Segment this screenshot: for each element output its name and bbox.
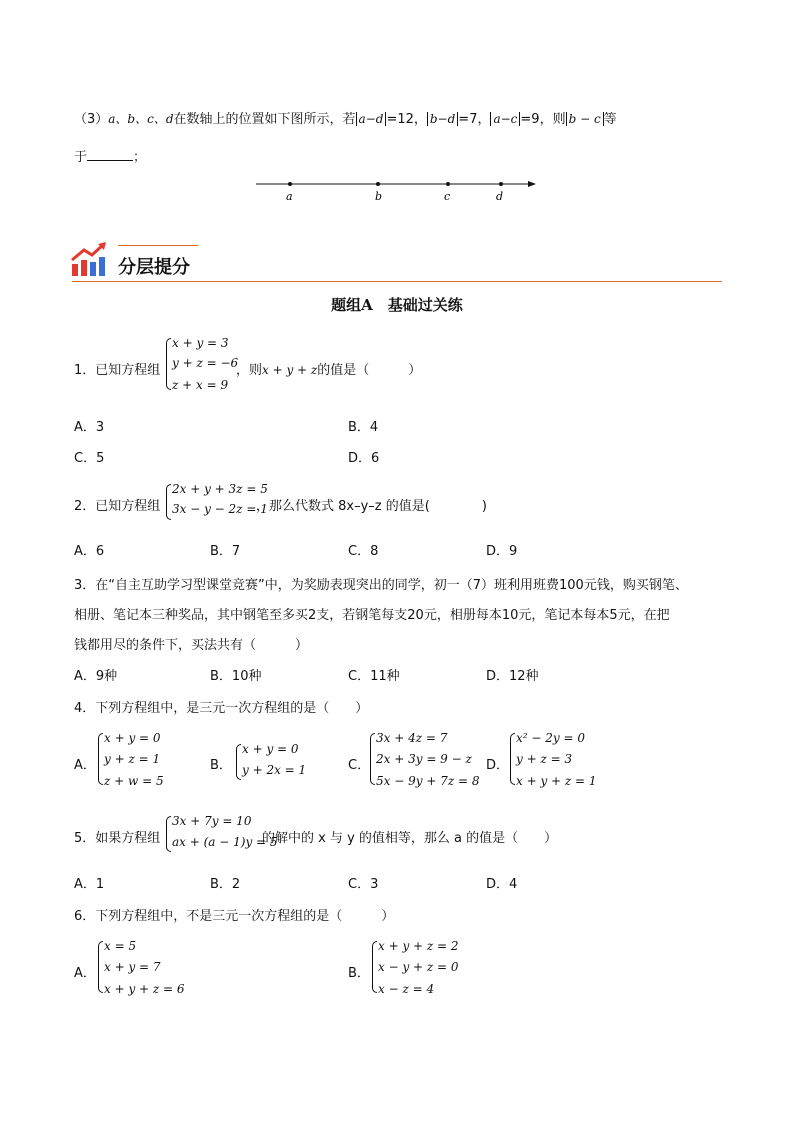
q4-option-a-label[interactable]: A． xyxy=(74,758,96,773)
q4-option-c-label[interactable]: C． xyxy=(348,758,371,773)
q6-option-a-label[interactable]: A． xyxy=(74,966,96,981)
q4-option-b-label[interactable]: B． xyxy=(210,758,232,773)
chart-growth-icon xyxy=(70,240,112,278)
q3-line2: 相册、笔记本三种奖品，其中钢笔至多买2支，若钢笔每支20元，相册每本10元，笔记本每本5元，在把 xyxy=(74,608,670,623)
q5-option-c[interactable]: C．3 xyxy=(348,877,379,892)
section-title: 分层提分 xyxy=(118,257,190,278)
section-divider xyxy=(72,281,722,282)
section-title-overline xyxy=(118,245,198,246)
q5-suffix: 的解中的 x 与 y 的值相等，那么 a 的值是（ ） xyxy=(262,831,558,846)
point-d xyxy=(499,182,503,186)
point-b xyxy=(376,182,380,186)
q1-option-b[interactable]: B．4 xyxy=(348,420,379,435)
group-title: 题组A 基础过关练 xyxy=(331,296,463,314)
q5-option-d[interactable]: D．4 xyxy=(486,877,518,892)
q1-suffix: ，则x + y + z的值是（ ） xyxy=(236,363,422,378)
label-b: b xyxy=(375,190,383,203)
q2-suffix: ，那么代数式 8x–y–z 的值是( ) xyxy=(256,499,487,514)
q1-option-c[interactable]: C．5 xyxy=(74,451,105,466)
q3-line3: 钱都用尽的条件下，买法共有（ ） xyxy=(74,638,309,653)
q1-option-a[interactable]: A．3 xyxy=(74,420,105,435)
q2-option-d[interactable]: D．9 xyxy=(486,544,518,559)
point-a xyxy=(288,182,292,186)
label-d: d xyxy=(496,190,504,203)
q2-option-b[interactable]: B．7 xyxy=(210,544,241,559)
q3-option-b[interactable]: B．10种 xyxy=(210,669,262,684)
answer-blank xyxy=(87,148,133,161)
q4-option-d-label[interactable]: D． xyxy=(486,758,510,773)
label-c: c xyxy=(444,190,451,203)
q6-option-b-label[interactable]: B． xyxy=(348,966,370,981)
q5-option-a[interactable]: A．1 xyxy=(74,877,105,892)
q4-text: 4．下列方程组中，是三元一次方程组的是（ ） xyxy=(74,701,369,716)
q2-option-c[interactable]: C．8 xyxy=(348,544,379,559)
q3-part-line1: （3）a、b、c、d在数轴上的位置如下图所示，若 a−d =12， b−d =7， a−c =9，则 b − c 等 xyxy=(74,112,617,127)
q1-option-d[interactable]: D．6 xyxy=(348,451,380,466)
number-line-arrow xyxy=(528,181,536,187)
q3-option-a[interactable]: A．9种 xyxy=(74,669,118,684)
q3-option-c[interactable]: C．11种 xyxy=(348,669,400,684)
point-c xyxy=(446,182,450,186)
q2-option-a[interactable]: A．6 xyxy=(74,544,105,559)
q2-prefix: 2．已知方程组 xyxy=(74,499,161,514)
q3-option-d[interactable]: D．12种 xyxy=(486,669,539,684)
q5-option-b[interactable]: B．2 xyxy=(210,877,241,892)
q6-text: 6．下列方程组中，不是三元一次方程组的是（ ） xyxy=(74,909,395,924)
label-a: a xyxy=(286,190,293,203)
q5-prefix: 5．如果方程组 xyxy=(74,831,161,846)
number-line xyxy=(250,174,550,206)
q3-part-line2: 于 ； xyxy=(74,150,147,165)
q1-prefix: 1．已知方程组 xyxy=(74,363,161,378)
q3-line1: 3．在“自主互助学习型课堂竞赛”中，为奖励表现突出的同学，初一（7）班利用班费100元钱，购买钢笔、 xyxy=(74,578,688,593)
